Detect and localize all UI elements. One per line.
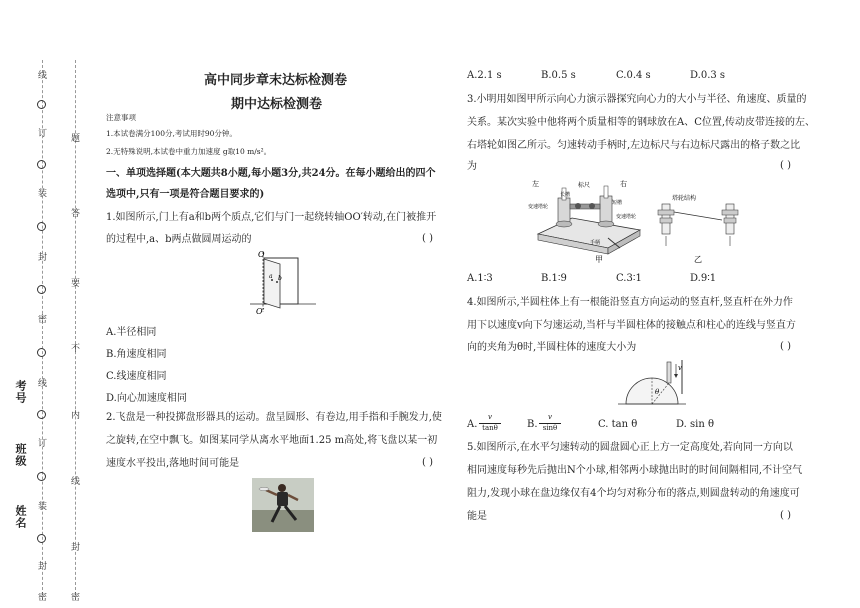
notes-line: 1.本试卷满分100分,考试用时90分钟。: [106, 129, 237, 138]
seal-char: 线: [38, 379, 48, 389]
label-a: a: [269, 273, 273, 280]
seal-char: 答: [71, 209, 81, 219]
label-b: b: [278, 275, 282, 282]
class-label: 班级: [14, 443, 27, 467]
label-tower-right: 变速塔轮: [616, 214, 637, 220]
seal-char: 装: [38, 189, 48, 199]
option-D: D.向心加速度相同: [106, 393, 187, 404]
label-ruler: 标尺: [578, 182, 591, 189]
belt: [674, 212, 722, 220]
binding-hole: [37, 410, 46, 419]
cut-line-left: [42, 60, 43, 600]
seal-char: 封: [38, 562, 48, 572]
binding-hole: [37, 472, 46, 481]
person-body: [277, 492, 288, 506]
question-2-text: 之旋转,在空中飘飞。如图某同学从离水平地面1.25 m高处,将飞盘以某一初: [106, 435, 438, 446]
left-post: [558, 198, 570, 222]
question-5-text: 5.如图所示,在水平匀速转动的圆盘圆心正上方一定高度处,若向同一方向以: [467, 442, 793, 453]
figure-yi: [658, 194, 738, 264]
label-handle: 手柄: [590, 240, 601, 246]
option-C: C.0.4 s: [616, 70, 651, 81]
option-D: D.9∶1: [690, 273, 717, 284]
figure-jia: [528, 179, 640, 264]
exam-subtitle: 期中达标检测卷: [231, 97, 323, 112]
question-4-text: 用下以速度v向下匀速运动,当杆与半圆柱体的接触点和柱心的连线与竖直方: [467, 320, 796, 331]
question-5-text: 相同速度每秒先后抛出N个小球,相邻两小球抛出时的时间间隔相同,不计空气: [467, 465, 803, 476]
half-cylinder-figure: [618, 360, 688, 410]
option-C: C. tan θ: [598, 419, 638, 430]
option-D: D.0.3 s: [690, 70, 726, 81]
frisbee-photo: [252, 478, 314, 532]
answer-blank: ( ): [422, 457, 433, 468]
ruler-right: [604, 186, 608, 198]
tower-step: [724, 218, 736, 223]
tower-step: [660, 218, 672, 223]
notes-line: 2.无特殊说明,本试卷中重力加速度 g取10 m/s²。: [106, 147, 272, 156]
seal-char: 密: [38, 593, 48, 603]
fraction-numerator: v: [548, 413, 552, 421]
question-5-text: 阻力,发现小球在盘边缘仅有4个均匀对称分布的落点,则圆盘转动的角速度可: [467, 488, 800, 499]
label-tower-structure: 塔轮结构: [672, 195, 697, 202]
question-3-text: 关系。某次实验中他将两个质量相等的钢球放在A、C位置,传动皮带连接的左、: [467, 117, 816, 128]
binding-hole: [37, 534, 46, 543]
question-4-text: 4.如图所示,半圆柱体上有一根能沿竖直方向运动的竖直杆,竖直杆在外力作: [467, 297, 793, 308]
seal-char: 订: [38, 129, 48, 139]
label-jia: 甲: [595, 255, 603, 264]
label-theta: θ: [655, 388, 660, 396]
seal-char: 订: [38, 439, 48, 449]
answer-blank: ( ): [780, 341, 791, 352]
option-D: D. sin θ: [676, 419, 714, 430]
seal-char: 内: [71, 411, 81, 421]
option-A: A.2.1 s: [467, 70, 502, 81]
seal-char: 封: [38, 253, 48, 263]
label-short-groove: 短槽: [612, 200, 623, 206]
door-figure: [250, 248, 320, 316]
label-tower-left: 变速塔轮: [528, 204, 549, 210]
tower-wheel-right: [598, 221, 614, 227]
steel-ball: [575, 203, 581, 209]
door-panel: [264, 259, 280, 308]
seal-char: 不: [71, 344, 81, 354]
question-5-text: 能是: [467, 511, 487, 522]
label-right: 右: [620, 180, 627, 188]
seal-char: 题: [71, 134, 81, 144]
seal-char: 封: [71, 543, 81, 553]
question-3-text: 右塔轮如图乙所示。匀速转动手柄时,左边标尺与右边标尺露出的格子数之比: [467, 140, 801, 151]
question-3-text: 为: [467, 161, 477, 172]
section-heading: 一、单项选择题(本大题共8小题,每小题3分,共24分。在每小题给出的四个: [106, 168, 436, 179]
label-long-groove: 长槽: [560, 192, 571, 198]
binding-hole: [37, 348, 46, 357]
seal-char: 线: [71, 477, 81, 487]
question-3-text: 3.小明用如图甲所示向心力演示器探究向心力的大小与半径、角速度、质量的: [467, 94, 807, 105]
binding-hole: [37, 100, 46, 109]
centripetal-apparatus-figure: [528, 178, 778, 266]
seal-char: 要: [71, 279, 81, 289]
seal-char: 装: [38, 502, 48, 512]
exam-title: 高中同步章末达标检测卷: [204, 73, 348, 88]
notes-heading: 注意事项: [106, 113, 136, 122]
tower-step: [722, 210, 738, 215]
question-2-text: 2.飞盘是一种投掷盘形器具的运动。盘呈圆形、有卷边,用手指和手腕发力,使: [106, 412, 442, 423]
seal-char: 线: [38, 71, 48, 81]
fraction-numerator: v: [488, 413, 492, 421]
binding-hole: [37, 160, 46, 169]
label-left: 左: [532, 180, 539, 188]
option-C: C.3∶1: [616, 273, 642, 284]
tower-wheel-left: [556, 221, 572, 227]
binding-hole: [37, 285, 46, 294]
option-B: B.0.5 s: [541, 70, 576, 81]
binding-hole: [37, 222, 46, 231]
vertical-rod: [667, 362, 671, 383]
option-C: C.线速度相同: [106, 371, 167, 382]
option-A: A.1∶3: [467, 273, 493, 284]
answer-blank: ( ): [780, 160, 791, 171]
steel-ball: [589, 203, 595, 209]
velocity-arrowhead: [674, 374, 678, 378]
answer-blank: ( ): [780, 510, 791, 521]
frisbee: [259, 487, 269, 490]
fraction-denominator: tanθ: [482, 424, 498, 432]
seal-char: 密: [38, 315, 48, 325]
fraction-denominator: sinθ: [542, 424, 558, 432]
person-head: [278, 484, 286, 492]
question-2-text: 速度水平投出,落地时间可能是: [106, 458, 240, 469]
option-B: B.角速度相同: [106, 349, 167, 360]
question-1-text: 1.如图所示,门上有a和b两个质点,它们与门一起绕转轴OO′转动,在门被推开: [106, 212, 437, 223]
seal-char: 密: [71, 593, 81, 603]
label-O: O: [258, 250, 265, 259]
option-B: B.1∶9: [541, 273, 567, 284]
groove-bar: [570, 204, 600, 209]
exam-number-label: 考号: [14, 380, 27, 404]
question-4-text: 向的夹角为θ时,半圆柱体的速度大小为: [467, 342, 637, 353]
name-label: 姓名: [14, 505, 27, 529]
option-A: A.半径相同: [106, 327, 157, 338]
photo-ground: [252, 510, 314, 532]
tower-step: [658, 210, 674, 215]
right-post: [600, 196, 612, 222]
question-1-text: 的过程中,a、b两点做圆周运动的: [106, 234, 252, 245]
section-heading: 选项中,只有一项是符合题目要求的): [106, 189, 265, 200]
answer-blank: ( ): [422, 233, 433, 244]
label-v: v: [678, 364, 682, 372]
label-yi: 乙: [694, 255, 702, 264]
label-O-prime: O′: [256, 307, 265, 316]
